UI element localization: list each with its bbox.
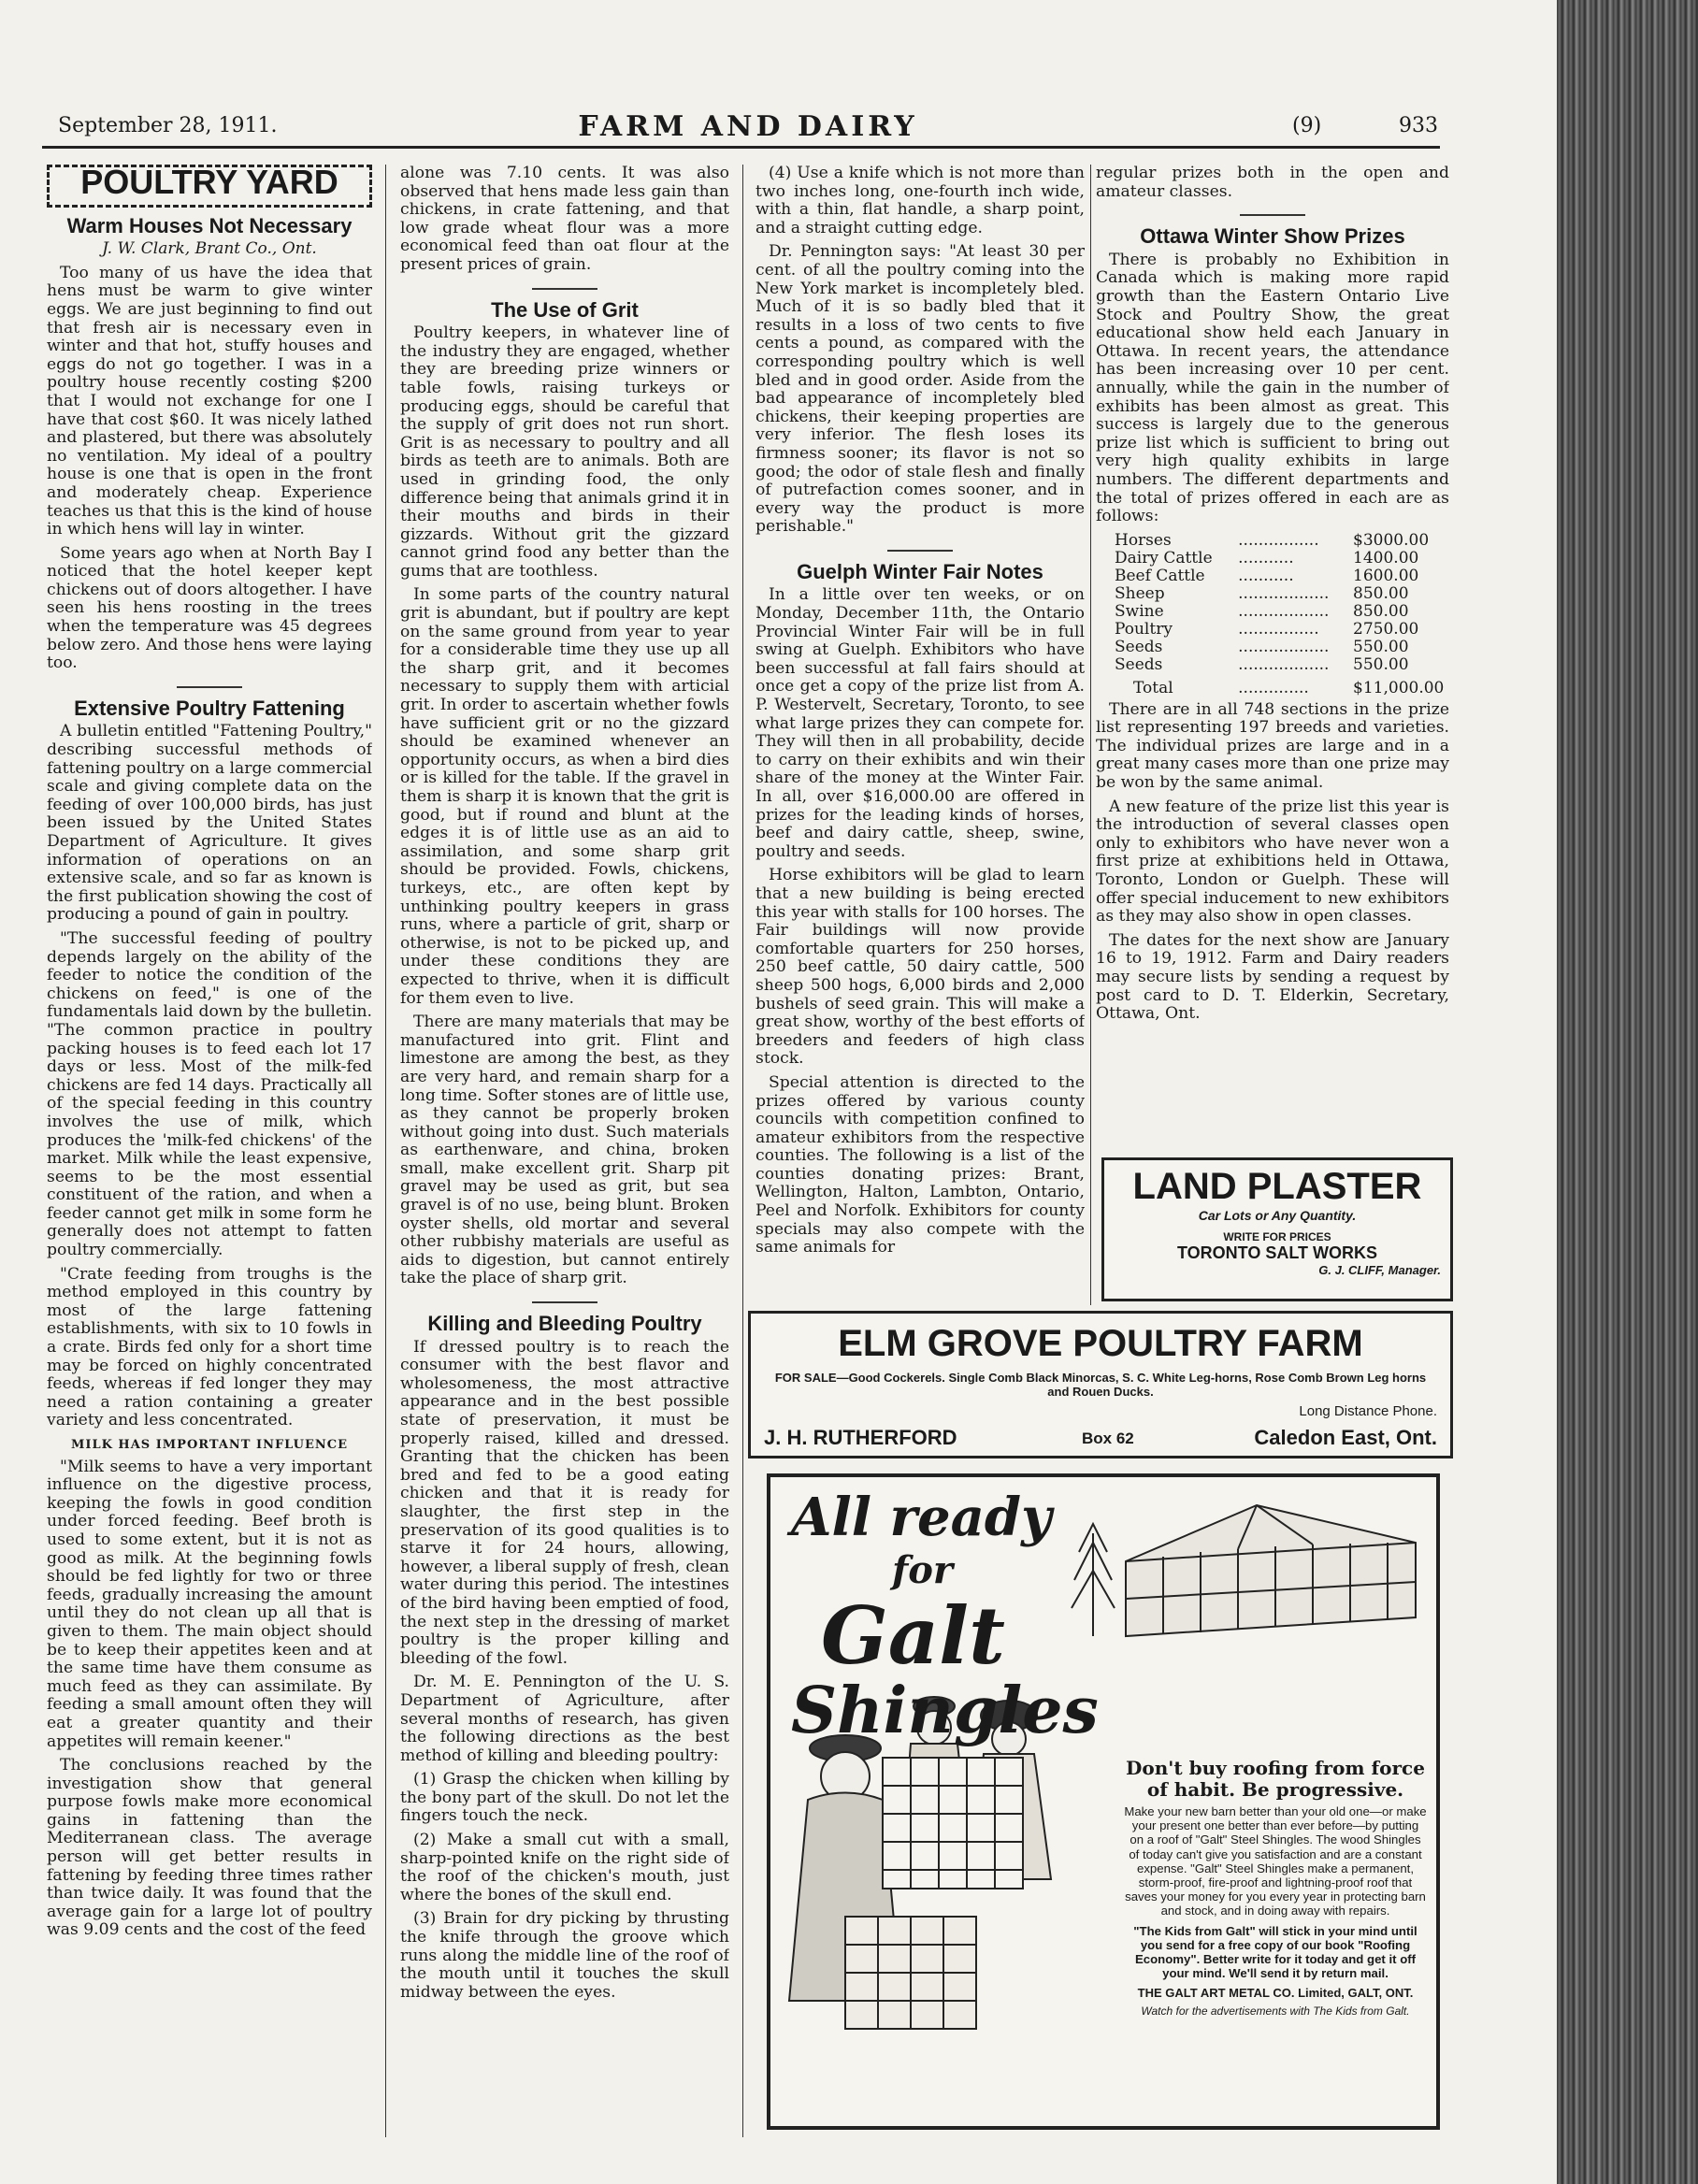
header-page-paren: (9) — [1292, 114, 1322, 137]
article-separator — [887, 550, 953, 552]
ad-elm-grove — [748, 1311, 1453, 1458]
ad-company: TORONTO SALT WORKS — [1177, 1243, 1377, 1262]
table-row — [1115, 550, 1449, 568]
prize-amount: 1400.00 — [1353, 548, 1419, 568]
leader-dots: ........... — [1238, 566, 1294, 585]
column-3 — [755, 165, 1085, 1286]
leader-dots: .................. — [1238, 654, 1330, 674]
leader-dots: .................. — [1238, 601, 1330, 621]
paragraph: (3) Brain for dry picking by thrusting the knife through the groove which runs along the middle line of the roof of the mouth until it touches the skull midway between the eyes. — [400, 1909, 729, 2002]
prize-name: Beef Cattle — [1115, 566, 1205, 585]
table-row — [1115, 585, 1449, 603]
table-row — [1115, 639, 1449, 656]
paragraph: A new feature of the prize list this year is the introduction of several classes open only to exhibitors who have never won a first prize at exhibitions held in Ottawa, Toronto, London or Guelph. These will offer special inducement to new exhibitors as they may also show in open classes. — [1096, 797, 1449, 927]
paragraph: Dr. M. E. Pennington of the U. S. Department of Agriculture, after several months of research, has given the following directions as the best method of killing and bleeding poultry: — [400, 1673, 729, 1765]
paragraph: Poultry keepers, in whatever line of the industry they are engaged, whether they are breeding prize winners or table fowls, raising turkeys or producing eggs, should be careful that the supply of grit does not run short. Grit is as necessary to poultry and all birds as teeth are to animals. Both are used in grinding food, the only difference being that animals grind it in their mouths and birds in their gizzards. Without grit the gizzard cannot grind food any better than the gums that are toothless. — [400, 323, 729, 581]
column-1 — [47, 165, 372, 2137]
table-total-row — [1115, 674, 1449, 697]
total-amount: $11,000.00 — [1353, 678, 1445, 697]
ad-subtitle: Car Lots or Any Quantity. — [1198, 1208, 1357, 1223]
masthead-title: FARM AND DAIRY — [578, 110, 918, 143]
table-row — [1115, 621, 1449, 639]
paragraph: There are in all 748 sections in the prize list representing 197 breeds and varieties. The individual prizes are large and in a great many cases more than one prize may be won by the same animal. — [1096, 699, 1449, 793]
ad-name: J. H. RUTHERFORD — [764, 1426, 957, 1449]
header-date: September 28, 1911. — [58, 114, 278, 137]
prize-amount: $3000.00 — [1353, 530, 1430, 550]
table-row — [1115, 656, 1449, 674]
paragraph: Dr. Pennington says: "At least 30 per cent. of all the poultry coming into the New York market is incompletely bled. Much of it is so badly bled that it results in a loss of two cents to five cents a pound, as compared with the corresponding poultry which is well bled and in good order. Aside from the bad appearance of incompletely bled chickens, their keeping properties are very inferior. The flesh loses its firmness sooner; its flavor is not so good; the odor of stale flesh and finally of putrefaction comes sooner, and in every way the product is more perishable." — [755, 242, 1085, 537]
page-header — [58, 110, 1438, 144]
paragraph: There are many materials that may be manufactured into grit. Flint and limestone are among the best, as they are very hard, and remain sharp for a long time. Softer stones are of little use, as they cannot be properly broken without going into dust. Such materials as earthenware, and china, broken small, make excellent grit. Sharp pit gravel may be used as grit, but sea gravel is of no use, being blunt. Broken oyster shells, old mortar and several other rubbishy materials are useful as aids to digestion, but cannot entirely take the place of sharp grit. — [400, 1013, 729, 1288]
paragraph: Too many of us have the idea that hens must be warm to give winter eggs. We are just beginning to find out that fresh air is necessary even in winter and that hot, stuffy houses and eggs do not go together. I was in a poultry house recently costing $200 that I would not exchange for one I have that cost $60. It was nicely lathed and plastered, but there was absolutely no ventilation. My ideal of a poultry house is one that is open in the front and moderately cheap. Experience teaches us that this is the kind of house in which hens will lay in winter. — [47, 263, 372, 539]
paragraph: There is probably no Exhibition in Canada which is making more rapid growth than the Eastern Ontario Live Stock and Poultry Show, the great educational show held each January in Ottawa. In recent years, the attendance has been increasing over 10 per cent. annually, while the gain in the number of exhibits has been almost as great. This success is largely due to the generous prize list which is sufficient to bring out very high quality exhibits in large numbers. The different departments and the total of prizes offered in each are as follows: — [1096, 250, 1449, 526]
paragraph: (4) Use a knife which is not more than two inches long, one-fourth inch wide, with a thin, flat handle, a sharp point, and a straight cutting edge. — [755, 165, 1085, 237]
paragraph: Some years ago when at North Bay I noticed that the hotel keeper kept chickens out of doors altogether. I have seen his hens roosting in the trees when the temperature was 45 degrees below zero. And those hens were laying too. — [47, 543, 372, 673]
prize-amount: 550.00 — [1353, 654, 1409, 674]
paragraph: "Milk seems to have a very important influence on the digestive process, keeping the fowls in good condition under forced feeding. Beef broth is used to some extent, but it is not as good as milk. At the beginning fowls should be fed lightly for two or three feeds, gradually increasing the amount until they do not clean up all that is given to them. The main object should be to keep their appetites keen and at the same time have them consume as much feed as they can assimilate. By feeding a small amount often they will eat a greater quantity and their appetites will remain keener." — [47, 1457, 372, 1751]
ad-watch: Watch for the advertisements with The Kids from Galt. — [1141, 2004, 1410, 2018]
ad-headline-3: Galt — [821, 1589, 1005, 1682]
prize-name: Swine — [1115, 601, 1164, 621]
ad-copy: "The Kids from Galt" will stick in your mind until you send for a free copy of our book "Roofing Economy". Better write for it today and get it off your mind. We'll send it by return mail. — [1133, 1923, 1417, 1981]
ad-company: THE GALT ART METAL CO. Limited, GALT, ONT. — [1137, 1986, 1414, 2001]
headline-use-of-grit: The Use of Grit — [491, 297, 639, 322]
ad-title: LAND PLASTER — [1132, 1166, 1422, 1207]
ad-title: ELM GROVE POULTRY FARM — [838, 1323, 1363, 1364]
leader-dots: .................. — [1238, 637, 1330, 656]
column-2 — [400, 165, 729, 2137]
paragraph: Special attention is directed to the prizes offered by various county councils with competition confined to amateur exhibitors from the respective counties. The following is a list of the counties donating prizes: Brant, Wellington, Halton, Lambton, Ontario, Peel and Norfolk. Exhibitors for county specials may also compete with the same animals for — [755, 1072, 1085, 1257]
prize-name: Poultry — [1115, 619, 1173, 639]
headline-extensive-fattening: Extensive Poultry Fattening — [74, 696, 345, 720]
prize-name: Sheep — [1115, 583, 1165, 603]
headline-warm-houses: Warm Houses Not Necessary — [66, 213, 353, 237]
leader-dots: ........... — [1238, 548, 1294, 568]
table-row — [1115, 532, 1449, 550]
ad-write-prices: WRITE FOR PRICES — [1223, 1230, 1331, 1243]
paragraph: The dates for the next show are January 16 to 19, 1912. Farm and Dairy readers may secure lists by sending a request by post card to D. T. Elderkin, Secretary, Ottawa, Ont. — [1096, 930, 1449, 1024]
prize-amount: 850.00 — [1353, 601, 1409, 621]
ad-manager: G. J. CLIFF, Manager. — [1318, 1263, 1441, 1277]
ad-phone: Long Distance Phone. — [1299, 1403, 1437, 1419]
headline-guelph-fair: Guelph Winter Fair Notes — [797, 559, 1043, 583]
article-separator — [1240, 214, 1305, 216]
banner-title: POULTRY YARD — [80, 165, 338, 201]
paragraph: "Crate feeding from troughs is the method employed in this country by most of the large fattening establishments, with six to 10 fowls in a crate. Birds fed only for a short time may be forced on highly concentrated feeds, whereas if fed longer they may need a ration containing a greater variety and less concentrated. — [47, 1264, 372, 1430]
byline: J. W. Clark, Brant Co., Ont. — [102, 239, 317, 259]
prize-name: Seeds — [1115, 637, 1163, 656]
column-4 — [1096, 165, 1449, 1146]
paragraph: A bulletin entitled "Fattening Poultry," describing successful methods of fattening poultry on a large commercial scale and giving complete data on the feeding of over 100,000 birds, has just been issued by the United States Department of Agriculture. It gives information of operations on an extensive scale, and so far as known is the first publication showing the cost of producing a pound of gain in poultry. — [47, 722, 372, 925]
prize-name: Horses — [1115, 530, 1172, 550]
ad-box: Box 62 — [1082, 1430, 1134, 1447]
article-separator — [532, 1301, 597, 1303]
paragraph: (2) Make a small cut with a small, sharp-pointed knife on the right side of the roof of the chicken's mouth, just where the bones of the skull end. — [400, 1831, 729, 1904]
header-rule — [42, 146, 1440, 149]
ad-headline-4: Shingles — [791, 1674, 1099, 1748]
prize-amount: 850.00 — [1353, 583, 1409, 603]
ad-tagline: Don't buy roofing from force of habit. Be progressive. — [1126, 1757, 1425, 1801]
subheading-milk: MILK HAS IMPORTANT INFLUENCE — [70, 1438, 348, 1452]
paragraph: The conclusions reached by the investigation show that general purpose fowls make more economical gains in fattening than the Mediterranean class. The average person will get better results in fattening by feeding three times rather than twice daily. It was found that the average gain for a large lot of poultry was 9.09 cents and the cost of the feed — [47, 1756, 372, 1940]
ad-galt-shingles — [767, 1473, 1440, 2130]
leader-dots: ................ — [1238, 619, 1319, 639]
column-divider — [1090, 165, 1091, 1305]
paragraph: (1) Grasp the chicken when killing by the bony part of the skull. Do not let the fingers touch the neck. — [400, 1770, 729, 1826]
leader-dots: .................. — [1238, 583, 1330, 603]
headline-killing-bleeding: Killing and Bleeding Poultry — [427, 1312, 702, 1336]
prize-amount: 2750.00 — [1353, 619, 1419, 639]
paragraph: "The successful feeding of poultry depends largely on the ability of the feeder to notice the condition of the chickens on feed," is one of the fundamentals laid down by the bulletin. "The common practice in poultry packing houses is to feed each lot 17 days or less. Most of the milk-fed chickens are fed 14 days. Practically all of the special feeding in this country involves the use of milk, which produces the 'milk-fed chickens' of the market. Milk while the least expensive, seems to be the most essential constituent of the ration, and when a feeder cannot get milk in some form he generally does not attempt to fatten poultry commercially. — [47, 928, 372, 1260]
section-banner — [47, 165, 372, 208]
ad-for-sale: FOR SALE—Good Cockerels. Single Comb Black Minorcas, S. C. White Leg-horns, Rose Comb Brown Leg horns and Rouen Ducks. — [774, 1371, 1427, 1399]
ad-body — [1124, 1758, 1427, 2019]
article-separator — [532, 288, 597, 290]
book-binding — [1557, 0, 1698, 2184]
paragraph: Horse exhibitors will be glad to learn that a new building is being erected this year with stalls for 100 horses. The Fair buildings will now provide comfortable quarters for 250 horses, 250 beef cattle, 50 dairy cattle, 500 sheep 500 hogs, 6,000 birds and 2,000 bushels of seed grain. This will make a great show, worthy of the best efforts of breeders and feeders of high class stock. — [755, 866, 1085, 1069]
header-page-number: 933 — [1399, 114, 1438, 137]
paragraph: If dressed poultry is to reach the consumer with the best flavor and wholesomeness, the most attractive appearance and in the best possible state of preservation, it must be properly raised, killed and dressed. Granting that the chicken has been bred and fed to be a good eating chicken and that it is ready for slaughter, the first step in the preservation of its good qualities is to starve it for 24 hours, allowing, however, a liberal supply of fresh, clean water during this period. The intestines of the bird having been emptied of food, the next step in the dressing of market poultry is the proper killing and bleeding of the fowl. — [400, 1337, 729, 1668]
paragraph: In some parts of the country natural grit is abundant, but if poultry are kept on the same ground from year to year for a considerable time they use up all the sharp grit, and it becomes necessary to supply them with articial grit. In order to ascertain whether fowls have sufficient grit or no the gizzard should be examined whenever an opportunity occurs, as when a bird dies or is killed for the table. If the gravel in them is sharp it is known that the grit is good, but if round and blunt at the edges it is of little use as an aid to assimilation, and some sharp grit should be provided. Fowls, chickens, turkeys, etc., are often kept by unthinking poultry keepers in grass runs, where a particle of grit, sharp or otherwise, is not to be picked up, and under these conditions they are expected to thrive, when it is difficult for them even to live. — [400, 585, 729, 1008]
ad-land-plaster — [1101, 1157, 1453, 1301]
leader-dots: .............. — [1238, 678, 1309, 697]
prize-amount: 550.00 — [1353, 637, 1409, 656]
ad-copy: Make your new barn better than your old one—or make your present one better than ever before—by putting on a roof of "Galt" Steel Shingles. The wood Shingles of today can't give you satisfaction and are a constant expense. "Galt" Steel Shingles make a permanent, storm-proof, fire-proof and lightning-proof roof that saves your money for you every year in protecting barn and stock, and in doing away with repairs. — [1124, 1804, 1427, 1918]
paragraph: alone was 7.10 cents. It was also observed that hens made less gain than chickens, in crate fattening, and that low grade wheat flour was a more economical feed than oat flour at the present prices of grain. — [400, 165, 729, 274]
ad-headline-1: All ready — [791, 1487, 1052, 1548]
leader-dots: ................ — [1238, 530, 1319, 550]
prize-name: Seeds — [1115, 654, 1163, 674]
prize-amount: 1600.00 — [1353, 566, 1419, 585]
prize-table — [1115, 532, 1449, 697]
total-label: Total — [1133, 678, 1173, 697]
table-row — [1115, 568, 1449, 585]
column-divider — [385, 165, 386, 2137]
prize-name: Dairy Cattle — [1115, 548, 1213, 568]
paragraph: In a little over ten weeks, or on Monday, December 11th, the Ontario Provincial Winter Fair will be in full swing at Guelph. Exhibitors who have been successful at fall fairs should at once get a copy of the prize list from A. P. Westervelt, Secretary, Toronto, to see what large prizes they can compete for. They will then in all probability, decide to carry on their exhibits and win their share of the money at the Winter Fair. In all, over $16,000.00 are offered in prizes for the leading kinds of horses, beef and dairy cattle, sheep, swine, poultry and seeds. — [755, 585, 1085, 861]
table-row — [1115, 603, 1449, 621]
ad-place: Caledon East, Ont. — [1254, 1426, 1437, 1449]
column-divider — [742, 165, 743, 2137]
ad-headline-2: for — [892, 1548, 953, 1592]
paragraph: regular prizes both in the open and amateur classes. — [1096, 165, 1449, 201]
headline-ottawa-show: Ottawa Winter Show Prizes — [1140, 224, 1405, 249]
article-separator — [177, 686, 242, 688]
